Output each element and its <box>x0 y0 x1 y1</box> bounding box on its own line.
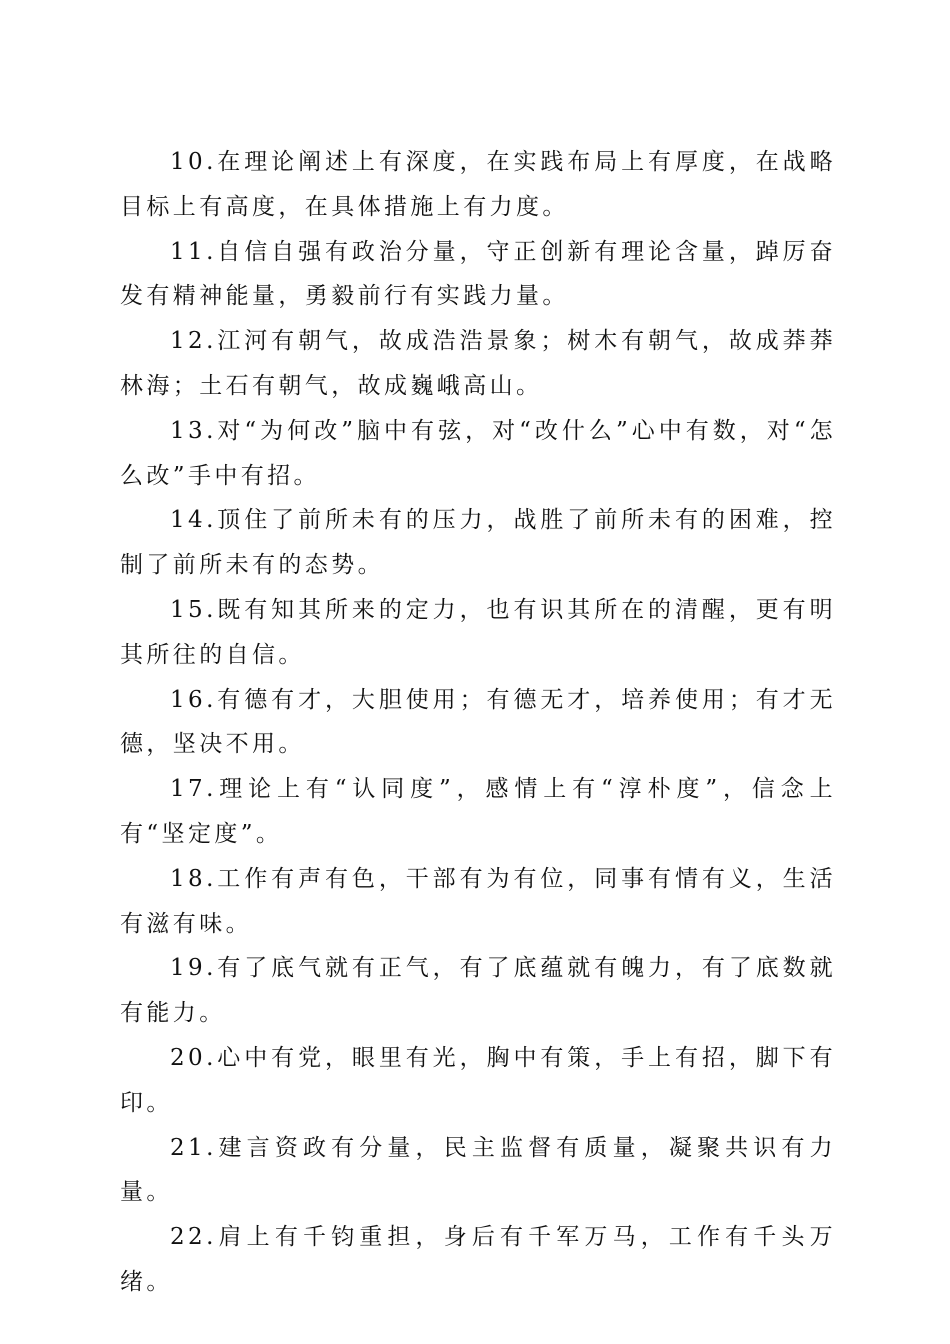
paragraph-20: 20.心中有党，眼里有光，胸中有策，手上有招，脚下有印。 <box>120 1044 836 1116</box>
document-body <box>120 140 836 1305</box>
paragraph-15: 15.既有知其所来的定力，也有识其所在的清醒，更有明其所往的自信。 <box>120 596 836 668</box>
paragraph-16: 16.有德有才，大胆使用；有德无才，培养使用；有才无德，坚决不用。 <box>120 686 836 758</box>
paragraph-13: 13.对“为何改”脑中有弦，对“改什么”心中有数，对“怎么改”手中有招。 <box>120 417 836 489</box>
paragraph-17: 17.理论上有“认同度”，感情上有“淳朴度”，信念上有“坚定度”。 <box>120 776 836 847</box>
paragraph-14: 14.顶住了前所未有的压力，战胜了前所未有的困难，控制了前所未有的态势。 <box>120 507 836 579</box>
paragraph-18: 18.工作有声有色，干部有为有位，同事有情有义，生活有滋有味。 <box>120 865 836 937</box>
paragraph-10: 10.在理论阐述上有深度，在实践布局上有厚度，在战略目标上有高度，在具体措施上有力度。 <box>120 149 836 220</box>
paragraph-22: 22.肩上有千钧重担，身后有千军万马，工作有千头万绪。 <box>120 1224 836 1295</box>
paragraph-12: 12.江河有朝气，故成浩浩景象；树木有朝气，故成莽莽林海；土石有朝气，故成巍峨高山。 <box>120 328 836 399</box>
paragraph-11: 11.自信自强有政治分量，守正创新有理论含量，踔厉奋发有精神能量，勇毅前行有实践力量。 <box>120 238 836 310</box>
paragraph-19: 19.有了底气就有正气，有了底蕴就有魄力，有了底数就有能力。 <box>120 955 836 1027</box>
paragraph-21: 21.建言资政有分量，民主监督有质量，凝聚共识有力量。 <box>120 1134 836 1206</box>
